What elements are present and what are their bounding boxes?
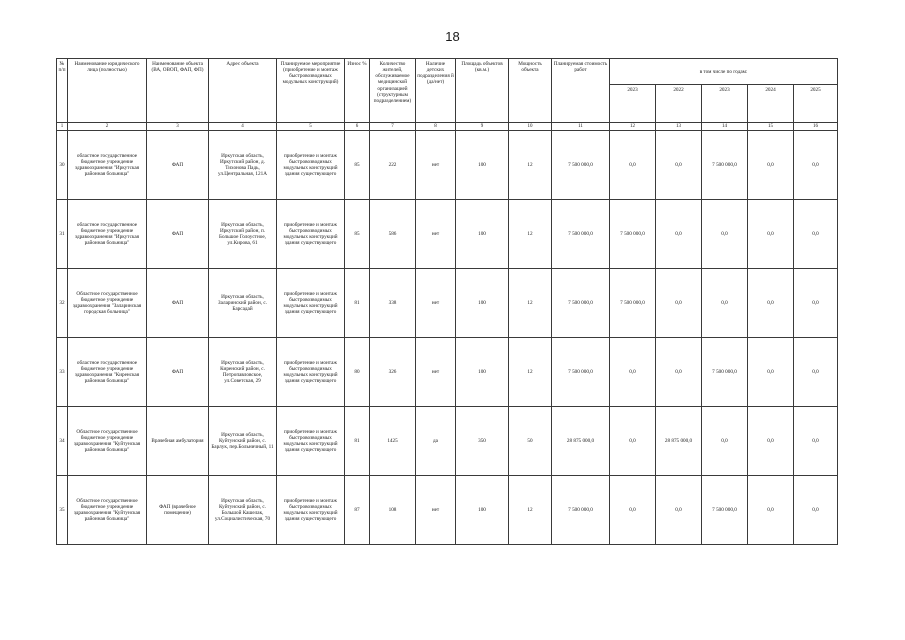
cell-y2: 0,0 <box>656 269 702 338</box>
cell-address: Иркутская область, Иркутский район, п. Большое Голоустное, ул.Кирова, 61 <box>209 200 277 269</box>
cell-children: нет <box>416 200 456 269</box>
cell-cost: 28 875 000,0 <box>552 407 610 476</box>
cell-y1: 0,0 <box>610 407 656 476</box>
header-capacity: Мощность объекта <box>509 59 552 123</box>
cell-wear: 85 <box>345 131 370 200</box>
cell-capacity: 12 <box>509 269 552 338</box>
cell-wear: 81 <box>345 407 370 476</box>
cell-area: 350 <box>456 407 509 476</box>
cell-y3: 0,0 <box>702 200 748 269</box>
column-index: 4 <box>209 123 277 131</box>
cell-num: 32 <box>57 269 68 338</box>
cell-area: 100 <box>456 200 509 269</box>
cell-object: ФАП <box>147 269 209 338</box>
cell-wear: 81 <box>345 269 370 338</box>
cell-y5: 0,0 <box>794 476 838 545</box>
cell-wear: 85 <box>345 200 370 269</box>
cell-area: 100 <box>456 269 509 338</box>
table-row <box>57 200 838 269</box>
cell-object: ФАП <box>147 338 209 407</box>
header-cost: Планируемая стоимость работ <box>552 59 610 123</box>
cell-population: 338 <box>370 269 416 338</box>
cell-y5: 0,0 <box>794 131 838 200</box>
header-year: 2025 <box>794 85 838 123</box>
header-wear: Износ % <box>345 59 370 123</box>
cell-capacity: 12 <box>509 338 552 407</box>
header-year: 2023 <box>702 85 748 123</box>
cell-num: 33 <box>57 338 68 407</box>
cell-measure: приобретение и монтаж быстровозводимых модульных конструкций здания существующего <box>277 131 345 200</box>
column-index-row <box>57 123 838 131</box>
cell-capacity: 50 <box>509 407 552 476</box>
cell-population: 586 <box>370 200 416 269</box>
header-num: № п/п <box>57 59 68 123</box>
header-population: Количество жителей, обслуживаемое медицинской организацией (структурным подразделением) <box>370 59 416 123</box>
cell-y4: 0,0 <box>748 200 794 269</box>
table-row <box>57 269 838 338</box>
cell-y1: 0,0 <box>610 131 656 200</box>
cell-children: нет <box>416 476 456 545</box>
cell-population: 326 <box>370 338 416 407</box>
table-row <box>57 476 838 545</box>
header-area: Площадь объектов (кв.м.) <box>456 59 509 123</box>
cell-entity: Областное государственное бюджетное учреждение здравоохранения "Куйтунская районная больница" <box>68 407 147 476</box>
cell-area: 100 <box>456 131 509 200</box>
cell-capacity: 12 <box>509 476 552 545</box>
cell-y1: 0,0 <box>610 476 656 545</box>
cell-num: 30 <box>57 131 68 200</box>
header-measure: Планируемое мероприятие (приобретение и монтаж быстровозводимых модульных конструкций) <box>277 59 345 123</box>
cell-y3: 7 500 000,0 <box>702 476 748 545</box>
cell-measure: приобретение и монтаж быстровозводимых модульных конструкций здания существующего <box>277 269 345 338</box>
cell-y1: 0,0 <box>610 338 656 407</box>
column-index: 12 <box>610 123 656 131</box>
cell-entity: областное государственное бюджетное учреждение здравоохранения "Иркутская районная больница" <box>68 200 147 269</box>
cell-cost: 7 500 000,0 <box>552 338 610 407</box>
table-row <box>57 407 838 476</box>
cell-y3: 0,0 <box>702 407 748 476</box>
cell-y5: 0,0 <box>794 338 838 407</box>
cell-cost: 7 500 000,0 <box>552 131 610 200</box>
cell-entity: Областное государственное бюджетное учреждение здравоохранения "Заларинская городская больница" <box>68 269 147 338</box>
header-year: 2022 <box>656 85 702 123</box>
column-index: 15 <box>748 123 794 131</box>
cell-population: 1425 <box>370 407 416 476</box>
cell-children: нет <box>416 269 456 338</box>
cell-y4: 0,0 <box>748 338 794 407</box>
cell-address: Иркутская область, Куйтунский район, с. Барлук, пер.Больничный, 11 <box>209 407 277 476</box>
header-address: Адрес объекта <box>209 59 277 123</box>
cell-wear: 87 <box>345 476 370 545</box>
cell-children: нет <box>416 131 456 200</box>
cell-address: Иркутская область, Куйтунский район, с. Большой Кашелак, ул.Социалистическая, 70 <box>209 476 277 545</box>
cell-y2: 28 875 000,0 <box>656 407 702 476</box>
cell-y2: 0,0 <box>656 338 702 407</box>
column-index: 1 <box>57 123 68 131</box>
cell-y5: 0,0 <box>794 200 838 269</box>
table-row <box>57 131 838 200</box>
column-index: 3 <box>147 123 209 131</box>
cell-num: 34 <box>57 407 68 476</box>
cell-entity: Областное государственное бюджетное учреждение здравоохранения "Куйтунская районная больница" <box>68 476 147 545</box>
column-index: 5 <box>277 123 345 131</box>
cell-y3: 7 500 000,0 <box>702 131 748 200</box>
cell-y1: 7 500 000,0 <box>610 269 656 338</box>
cell-area: 100 <box>456 338 509 407</box>
cell-y4: 0,0 <box>748 131 794 200</box>
column-index: 9 <box>456 123 509 131</box>
cell-y3: 7 500 000,0 <box>702 338 748 407</box>
cell-population: 108 <box>370 476 416 545</box>
cell-wear: 80 <box>345 338 370 407</box>
cell-num: 31 <box>57 200 68 269</box>
cell-measure: приобретение и монтаж быстровозводимых модульных конструкций здания существующего <box>277 338 345 407</box>
header-object: Наименование объекта (ВА, ОВОП, ФАП, ФП) <box>147 59 209 123</box>
cell-children: нет <box>416 338 456 407</box>
column-index: 10 <box>509 123 552 131</box>
facilities-table <box>56 58 838 545</box>
cell-measure: приобретение и монтаж быстровозводимых модульных конструкций здания существующего <box>277 200 345 269</box>
cell-y5: 0,0 <box>794 269 838 338</box>
cell-entity: областное государственное бюджетное учреждение здравоохранения "Иркутская районная больница" <box>68 131 147 200</box>
cell-y2: 0,0 <box>656 131 702 200</box>
cell-y4: 0,0 <box>748 476 794 545</box>
cell-cost: 7 500 000,0 <box>552 200 610 269</box>
cell-y2: 0,0 <box>656 200 702 269</box>
cell-population: 222 <box>370 131 416 200</box>
cell-y3: 0,0 <box>702 269 748 338</box>
cell-address: Иркутская область, Иркутский район, д. Тихонова Падь, ул.Центральная, 121А <box>209 131 277 200</box>
cell-y5: 0,0 <box>794 407 838 476</box>
column-index: 16 <box>794 123 838 131</box>
cell-y4: 0,0 <box>748 269 794 338</box>
cell-y2: 0,0 <box>656 476 702 545</box>
column-index: 6 <box>345 123 370 131</box>
column-index: 2 <box>68 123 147 131</box>
header-entity: Наименование юридического лица (полностью) <box>68 59 147 123</box>
column-index: 13 <box>656 123 702 131</box>
cell-cost: 7 500 000,0 <box>552 476 610 545</box>
column-index: 8 <box>416 123 456 131</box>
cell-object: ФАП <box>147 200 209 269</box>
cell-object: ФАП (врачебное помещение) <box>147 476 209 545</box>
cell-capacity: 12 <box>509 200 552 269</box>
cell-y1: 7 500 000,0 <box>610 200 656 269</box>
cell-num: 35 <box>57 476 68 545</box>
cell-entity: областное государственное бюджетное учреждение здравоохранения "Киренская районная больница" <box>68 338 147 407</box>
page-number: 18 <box>445 29 460 44</box>
header-year: 2024 <box>748 85 794 123</box>
cell-area: 100 <box>456 476 509 545</box>
cell-object: ФАП <box>147 131 209 200</box>
header-children: Наличие детских подразделения й (да/нет) <box>416 59 456 123</box>
column-index: 7 <box>370 123 416 131</box>
cell-address: Иркутская область, Заларинский район, с. Барсадай <box>209 269 277 338</box>
cell-measure: приобретение и монтаж быстровозводимых модульных конструкций здания существующего <box>277 476 345 545</box>
column-index: 14 <box>702 123 748 131</box>
cell-capacity: 12 <box>509 131 552 200</box>
column-index: 11 <box>552 123 610 131</box>
cell-object: Врачебная амбулатория <box>147 407 209 476</box>
cell-children: да <box>416 407 456 476</box>
header-by-year: в том числе по годам: <box>610 59 838 85</box>
cell-measure: приобретение и монтаж быстровозводимых модульных конструкций здания существующего <box>277 407 345 476</box>
cell-y4: 0,0 <box>748 407 794 476</box>
cell-cost: 7 500 000,0 <box>552 269 610 338</box>
table-row <box>57 338 838 407</box>
cell-address: Иркутская область, Киренский район, с. Петропавловское, ул.Советская, 29 <box>209 338 277 407</box>
header-year: 2023 <box>610 85 656 123</box>
